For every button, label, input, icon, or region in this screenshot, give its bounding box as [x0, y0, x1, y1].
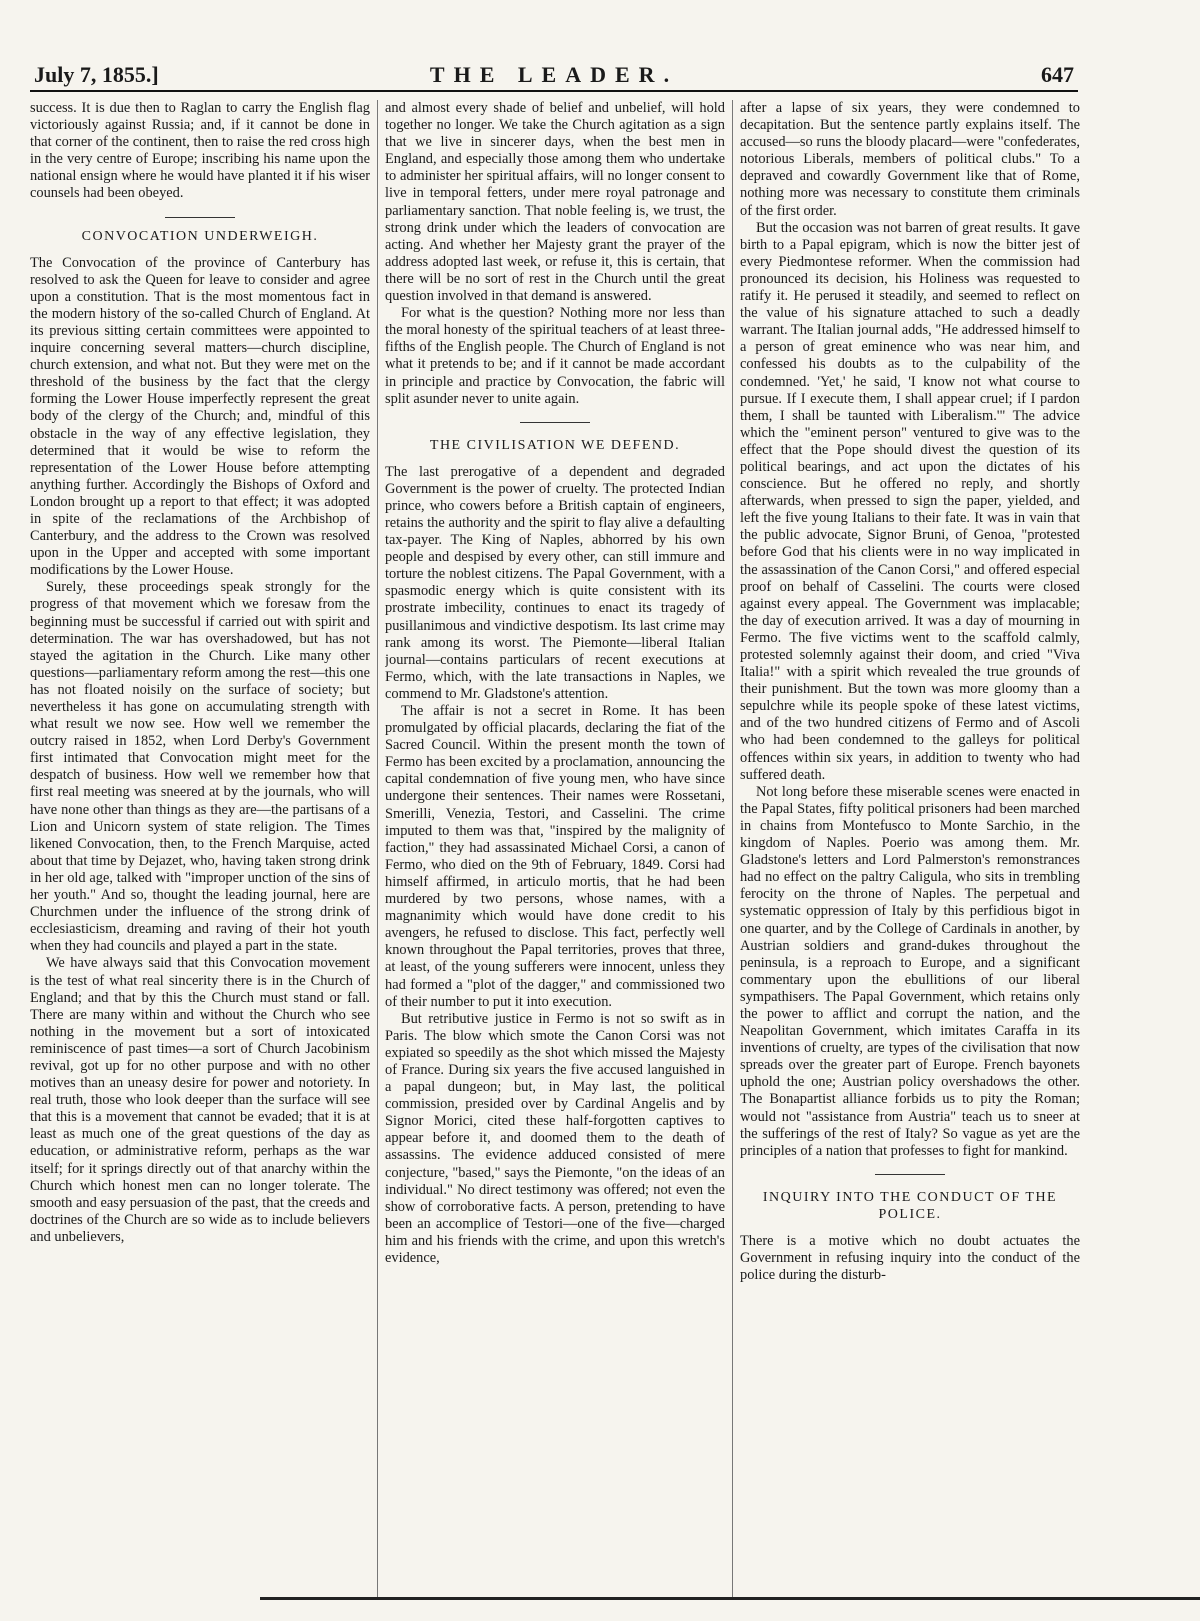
paragraph: But retributive justice in Fermo is not so swift as in Paris. The blow which smote the Canon Corsi was not expiated so speedily as the shot which missed the Majesty of France. During six years the five accused languished in a papal dungeon; but, in May last, the political commission, presided over by Cardinal Angelis and by Signor Morici, cited these half-forgotten captives to appear before it, and doomed them to the death of assassins. The evidence adduced consisted of mere conjecture, "based," says the Piemonte, "on the ideas of an individual." No direct testimony was offered; not even the show of corroborative facts. A person, pretending to have been an accomplice of Testori—one of the five—charged him and his friends with the crime, and upon this wretch's evidence, — [385, 1010, 725, 1266]
header-date: July 7, 1855.] — [34, 62, 159, 87]
paragraph: after a lapse of six years, they were condemned to decapitation. But the sentence partly explains itself. The accused—so runs the bloody placard—were "confederates, notorious Liberals, members of political clubs." To a depraved and cowardly Government like that of Rome, nothing more was necessary to constitute them criminals of the first order. — [740, 100, 1080, 219]
paragraph: The affair is not a secret in Rome. It has been promulgated by official placards, declaring the fiat of the Sacred Council. Within the present month the town of Fermo has been excited by a proclamation, announcing the capital condemnation of five young men, who have since undergone their sentences. Their names were Rossetani, Smerilli, Venezia, Testori, and Casselini. The crime imputed to them was that, "inspired by the malignity of faction," they had assassinated Michael Corsi, a canon of Fermo, who died on the 9th of February, 1849. Corsi had himself affirmed, in articulo mortis, that he had been murdered by two persons, whose names, with a magnanimity which would have done credit to his avengers, he refused to disclose. This fact, perfectly well known throughout the Papal territories, proves that three, at least, of the young sufferers were innocent, unless they had formed a "plot of the dagger," and commissioned two of their number to put it into execution. — [385, 703, 725, 1010]
masthead-title: THE LEADER. — [429, 62, 679, 87]
paragraph: The last prerogative of a dependent and degraded Government is the power of cruelty. The protected Indian prince, who cowers before a British captain of engineers, retains the authority and the spirit to flay alive a defaulting tax-payer. The King of Naples, abhorred by his own people and despised by every other, can still immure and torture the noblest citizens. The Papal Government, with a spasmodic energy which is quite consistent with its prostrate imbecility, continues to enact its tragedy of pusillanimous and vindictive despotism. Its last crime may rank among its worst. The Piemonte—liberal Italian journal—contains particulars of recent executions at Fermo, which, with the late transactions in Naples, we commend to Mr. Gladstone's attention. — [385, 463, 725, 702]
column-3 — [740, 100, 1080, 1610]
paragraph: For what is the question? Nothing more nor less than the moral honesty of the spiritual teachers of at least three-fifths of the English people. The Church of England is not what it pretends to be; and if it cannot be made accordant in principle and practice by Convocation, the fabric will split asunder never to unite again. — [385, 305, 725, 407]
article-separator — [875, 1174, 945, 1175]
page-number: 647 — [1041, 62, 1074, 87]
paragraph: But the occasion was not barren of great results. It gave birth to a Papal epigram, which is now the bitter jest of every Piedmontese reformer. When the commission had pronounced its decision, his Holiness was requested to ratify it. He perused it steadily, and seemed to reflect on the value of his signature attached to such a deadly warrant. The Italian journal adds, "He addressed himself to a person of great eminence who was near him, and confessed his doubts as to the culpability of the condemned. 'Yet,' he said, 'I know not what course to pursue. If I execute them, I shall appear cruel; if I pardon them, I shall be taunted with Liberalism.'" The advice which the "eminent person" ventured to give was to the effect that the Pope should divest the question of its political bearings, and act upon the dictates of his conscience. But he offered no reply, and shortly afterwards, when pressed to sign the paper, yielded, and left the five young Italians to their fate. It was in vain that the public advocate, Signor Bruni, of Genoa, "protested before God that his clients were in no way implicated in the assassination of the Canon Corsi," and offered especial proof on behalf of Casselini. The courts were closed against every appeal. The Government was implacable; the day of execution arrived. It was a day of mourning in Fermo. The five victims went to the scaffold calmly, protested solemnly against their doom, and cried "Viva Italia!" with a spirit which revealed the true grounds of their punishment. But the town was more gloomy than a sepulchre while its people spoke of these latest victims, and of the two hundred citizens of Fermo and of Ascoli who had been condemned to the galleys for political offences within six years, in addition to twenty who had suffered death. — [740, 219, 1080, 783]
article-separator — [165, 217, 235, 218]
paragraph: The Convocation of the province of Canterbury has resolved to ask the Queen for leave to consider and agree upon a constitution. That is the most momentous fact in the modern history of the so-called Church of England. At its previous sitting certain committees were appointed to inquire concerning several matters—church discipline, church extension, and what not. But they were met on the threshold of the business by the fact that the clergy forming the Lower House imperfectly represent the great body of the clergy of the Church; and, mindful of this obstacle in the way of any effective legislation, they determined that it would be wise to reform the representation of the Lower House before attempting anything further. Accordingly the Bishops of Oxford and London brought up a report to that effect; it was adopted in spite of the reclamations of the Archbishop of Canterbury, and the address to the Crown was resolved upon in the Upper and accepted with some important modifications by the Lower House. — [30, 254, 370, 579]
paragraph: Surely, these proceedings speak strongly for the progress of that movement which we foresaw from the beginning must be successful if carried out with spirit and determination. The war has overshadowed, but has not stayed the agitation in the Church. Like many other questions—parliamentary reform among the rest—this one has not floated noisily on the surface of society; but nevertheless it has gone on accumulating strength with what result we now see. How well we remember the outcry raised in 1852, when Lord Derby's Government first intimated that Convocation might meet for the despatch of business. How well we remember how that first real meeting was sneered at by the journals, who will have none other than things as they are—the partisans of a Lion and Unicorn system of state religion. The Times likened Convocation, then, to the French Marquise, acted about that time by Dejazet, who, having taken strong drink in her old age, talked with "improper unction of the sins of her youth." And so, thought the leading journal, here are Churchmen under the influence of the strong drink of ecclesiasticism, dreaming and raving of their hot youth when they had councils and played a part in the state. — [30, 579, 370, 955]
paragraph: There is a motive which no doubt actuates the Government in refusing inquiry into the conduct of the police during the disturb- — [740, 1232, 1080, 1283]
article-separator — [520, 422, 590, 423]
article-heading-convocation: CONVOCATION UNDERWEIGH. — [81, 228, 319, 244]
column-2 — [385, 100, 725, 1610]
column-rule — [732, 100, 733, 1600]
paragraph: and almost every shade of belief and unbelief, will hold together no longer. We take the Church agitation as a sign that we live in sincerer days, when the best men in England, and especially those among them who undertake to administer her spiritual affairs, will no longer consent to live in temporal fetters, under mere royal patronage and parliamentary sanction. That noble feeling is, we trust, the strong drink under which the leaders of convocation are acting. And whether her Majesty grant the prayer of the address adopted last week, or refuse it, this is certain, that there will be no sort of rest in the Church until the great question involved in that demand is answered. — [385, 100, 725, 305]
article-continuation: success. It is due then to Raglan to carry the English flag victoriously against Russia; and, if it cannot be done in that corner of the continent, then to raise the red cross high in the very centre of Europe; inscribing his name upon the national ensign where he would have planted it if his wiser counsels had been obeyed. — [30, 100, 370, 202]
bottom-rule — [260, 1597, 1200, 1600]
paragraph: Not long before these miserable scenes were enacted in the Papal States, fifty political prisoners had been marched in chains from Montefusco to Monte Sarchio, in the kingdom of Naples. Poerio was among them. Mr. Gladstone's letters and Lord Palmerston's remonstrances had no effect on the paltry Caligula, who sits in trembling ferocity on the throne of Naples. The perpetual and systematic oppression of Italy by this perfidious bigot in one quarter, and by the College of Cardinals in another, by Austrian soldiers and grand-dukes throughout the peninsula, is a reproach to Europe, and a significant commentary upon the ebullitions of our liberal sympathisers. The Papal Government, which retains only the power to afflict and corrupt the nation, and the Neapolitan Government, which imitates Caraffa in its inventions of cruelty, are types of the civilisation that now spreads over the greater part of Europe. French bayonets uphold the one; Austrian policy overshadows the other. The Bonapartist alliance forbids us to pity the Roman; would not "assistance from Austria" teach us to sneer at the sufferings of the rest of Italy? So vague as yet are the principles of a nation that professes to fight for mankind. — [740, 783, 1080, 1159]
page-header — [30, 60, 1078, 92]
article-heading-police: INQUIRY INTO THE CONDUCT OF THE POLICE. — [762, 1189, 1058, 1222]
column-rule — [377, 100, 378, 1600]
column-1 — [30, 100, 370, 1610]
paragraph: We have always said that this Convocation movement is the test of what real sincerity there is in the Church of England; and that by this the Church must stand or fall. There are many within and without the Church who see nothing in the movement but a sort of intoxicated reminiscence of past times—a sort of Church Jacobinism revival, got up for no other purpose and with no other motives than an uneasy desire for power and notoriety. In real truth, those who look deeper than the surface will see that this is a movement that cannot be evaded; that it is at least as much one of the great questions of the day as education, or administrative reform, perhaps as the war itself; for it springs directly out of that anarchy within the Church which honest men can no longer tolerate. The smooth and easy persuasion of the past, that the creeds and doctrines of the Church are so wide as to include believers and unbelievers, — [30, 955, 370, 1245]
article-heading-civilisation: THE CIVILISATION WE DEFEND. — [429, 437, 681, 453]
